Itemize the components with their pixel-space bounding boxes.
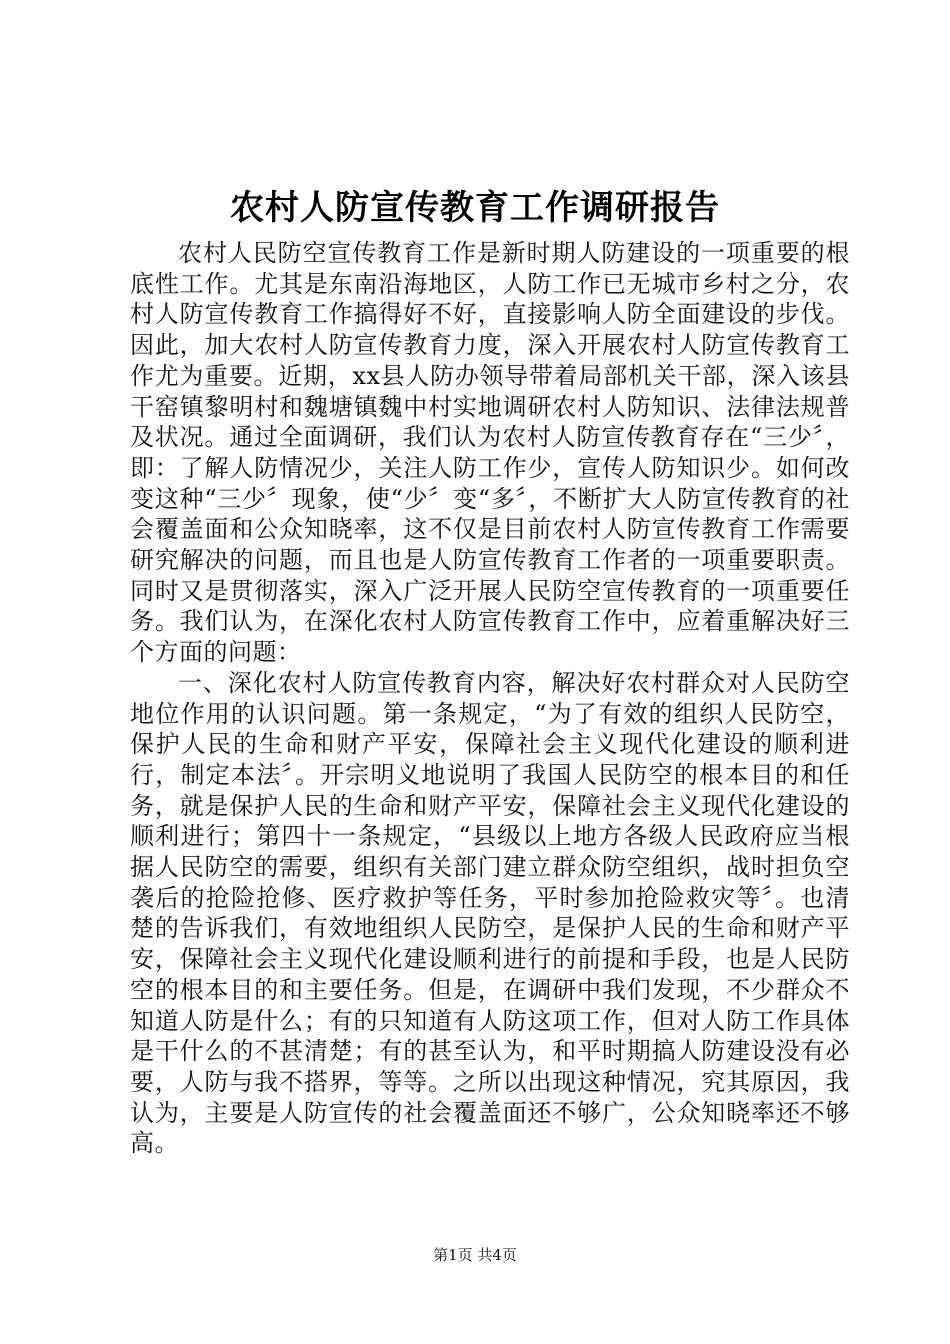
- page-title: 农村人防宣传教育工作调研报告: [230, 188, 720, 228]
- page-number: 第1页 共4页: [433, 1246, 517, 1264]
- paragraph-section-one: 一、深化农村人防宣传教育内容，解决好农村群众对人民防空地位作用的认识问题。第一条规定，“为了有效的组织人民防空，保护人民的生命和财产平安，保障社会主义现代化建设的顺利进行，制定本法〞。开宗明义地说明了我国人民防空的根本目的和任务，就是保护人民的生命和财产平安，保障社会主义现代化建设的顺利进行；第四十一条规定，“县级以上地方各级人民政府应当根据人民防空的需要，组织有关部门建立群众防空组织，战时担负空袭后的抢险抢修、医疗救护等任务，平时参加抢险救灾等〞。也清楚的告诉我们，有效地组织人民防空，是保护人民的生命和财产平安，保障社会主义现代化建设顺利进行的前提和手段，也是人民防空的根本目的和主要任务。但是，在调研中我们发现，不少群众不知道人防是什么；有的只知道有人防这项工作，但对人防工作具体是干什么的不甚清楚；有的甚至认为，和平时期搞人防建设没有必要，人防与我不搭界，等等。之所以出现这种情况，究其原因，我认为，主要是人防宣传的社会覆盖面还不够广，公众知晓率还不够高。: [130, 668, 850, 1158]
- paragraph-intro: 农村人民防空宣传教育工作是新时期人防建设的一项重要的根底性工作。尤其是东南沿海地区，人防工作已无城市乡村之分，农村人防宣传教育工作搞得好不好，直接影响人防全面建设的步伐。因此，加大农村人防宣传教育力度，深入开展农村人防宣传教育工作尤为重要。近期，xx县人防办领导带着局部机关干部，深入该县干窑镇黎明村和魏塘镇魏中村实地调研农村人防知识、法律法规普及状况。通过全面调研，我们认为农村人防宣传教育存在“三少〞，即：了解人防情况少，关注人防工作少，宣传人防知识少。如何改变这种“三少〞现象，使“少〞变“多〞，不断扩大人防宣传教育的社会覆盖面和公众知晓率，这不仅是目前农村人防宣传教育工作需要研究解决的问题，而且也是人防宣传教育工作者的一项重要职责。同时又是贯彻落实，深入广泛开展人民防空宣传教育的一项重要任务。我们认为，在深化农村人防宣传教育工作中，应着重解决好三个方面的问题：: [130, 239, 850, 667]
- document-body: [130, 238, 850, 1159]
